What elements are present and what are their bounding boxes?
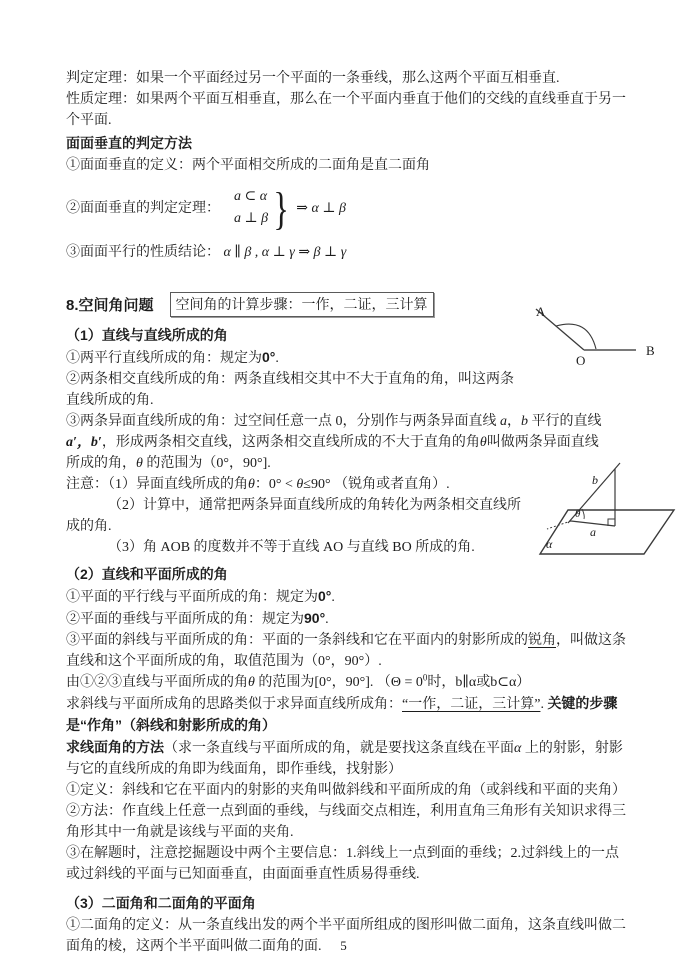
text-segment: ≤90° （锐角或者直角）. [303,477,450,492]
text-segment: . [325,612,329,627]
text-segment: ③两条异面直线所成的角：过空间任意一点 0，分别作与两条异面直线 [66,414,500,429]
text-line [66,608,632,630]
text-segment: （3）角 AOB 的度数并不等于直线 AO 与直线 BO 所成的角. [108,540,475,555]
page-number: 5 [340,938,347,953]
text-segment: 锐角 [528,633,556,648]
calculation-steps-box: 空间角的计算步骤：一作，二证，三计算 [170,292,434,317]
text-line [66,586,632,608]
segment-a-label: a [590,525,596,539]
text-segment: （1）直线与直线所成的角 [66,327,228,343]
formula-conclusion [296,200,346,217]
text-segment: 0 [422,672,428,683]
text-line [66,843,632,864]
text-line [66,801,632,822]
text-segment: 面角的棱，这两个半平面叫做二面角的面. [66,939,322,954]
text-segment: . [331,590,335,605]
text-segment: 平行的直线 [528,414,602,429]
text-line [66,672,632,693]
text-segment: 性质定理：如果两个平面互相垂直，那么在一个平面内垂直于他们的交线的直线垂直于另一 [66,92,626,107]
text-segment: 0° [318,588,332,604]
paragraph-block-parallel-property [66,242,632,263]
text-segment: 所成的角， [66,456,136,471]
text-segment: 0° [262,349,276,365]
text-line [66,564,632,586]
plane-alpha-parallelogram [540,510,674,554]
text-line [66,693,632,715]
text-line [66,651,632,672]
formula-conditions [234,186,268,230]
text-segment: 关键的步骤 [547,695,618,711]
text-line [66,915,632,936]
vertex-label-b: B [646,343,655,358]
text-segment: a′，b′ [66,435,102,450]
text-segment: . [540,697,548,712]
text-segment: 或过斜线的平面与已知面垂直，由面面垂直性质易得垂线. [66,867,420,882]
formula-condition-1: a ⊂ α [234,189,268,204]
vertex-label-a: A [536,304,546,319]
formula-label: ②面面垂直的判定定理： [66,200,220,216]
text-segment: ③面面平行的性质结论： [66,245,224,260]
text-segment: ②平面的垂线与平面所成的角：规定为 [66,612,304,627]
text-segment: （3）二面角和二面角的平面角 [66,895,256,911]
text-segment: b [521,414,528,429]
text-segment: 与它的直线所成的角即为线面角，即作垂线，找射影） [66,762,402,777]
text-segment: 求斜线与平面所成角的思路类似于求异面直线所成角： [66,697,402,712]
text-segment: ①定义：斜线和它在平面内的射影的夹角叫做斜线和平面所成的角（或斜线和平面的夹角） [66,783,626,798]
text-line [66,411,632,432]
text-segment: 上的射影，射影 [521,741,623,756]
formula-conclusion-text: α ⊥ β [311,200,346,216]
text-segment: 直线所成的角. [66,393,154,408]
text-line [66,89,632,110]
text-segment: θ [296,477,304,492]
theta-label: θ [575,508,581,520]
text-line [66,780,632,801]
section-8-title: 8.空间角问题 [66,296,154,314]
text-segment: θ [248,477,255,492]
text-segment: α [514,741,522,756]
vertex-label-o: O [576,353,586,368]
paragraph-block-space-angles [66,325,632,957]
text-segment: ①两平行直线所成的角：规定为 [66,351,262,366]
text-line [66,737,632,759]
text-line [66,110,632,131]
line-b-label: b [592,473,598,487]
text-segment: 直线和这个平面所成的角，取值范围为（0°，90°）. [66,654,382,669]
text-segment: （求一条直线与平面所成的角，就是要找这条直线在平面 [164,741,514,756]
text-segment: 叫做两条异面直线 [486,435,599,450]
text-segment: . [275,351,279,366]
text-segment: ，形成两条相交直线，这两条相交直线所成的不大于直角的角 [101,435,480,450]
text-line [66,133,632,155]
formula-face-face-perpendicular [66,182,632,234]
text-line [66,822,632,843]
text-segment: ①面面垂直的定义：两个平面相交所成的二面角是直二面角 [66,158,430,173]
text-segment: ①二面角的定义：从一条直线出发的两个半平面所组成的图形叫做二面角，这条直线叫做二 [66,918,626,933]
paragraph-block-theorems [66,68,632,176]
text-segment: ， [507,414,521,429]
text-line [66,432,632,453]
text-segment: 角形其中一角就是该线与平面的夹角. [66,825,294,840]
text-segment: “一作，二证，三计算” [402,697,541,712]
dotted-reference-line [547,521,571,529]
text-segment: （2）计算中，通常把两条异面直线所成的角转化为两条相交直线所 [108,498,521,513]
angle-arc [556,324,596,349]
text-segment: ①平面的平行线与平面所成的角：规定为 [66,590,318,605]
text-line [66,242,632,263]
text-segment: ③平面的斜线与平面所成的角：平面的一条斜线和它在平面内的射影所成的 [66,633,528,648]
text-segment: 求线面角的方法 [66,739,164,755]
text-segment: 的范围为[0°，90°]. （Θ = 0 [254,675,423,690]
text-segment: θ [479,435,487,450]
text-segment: 面面垂直的判定方法 [66,135,192,151]
line-plane-angle-diagram [538,453,687,567]
text-segment: θ [136,456,143,471]
text-segment: ，叫做这条 [556,633,626,648]
text-segment: 90° [304,610,326,626]
text-line [66,630,632,651]
text-line [66,759,632,780]
text-line [66,390,632,411]
angle-aob-diagram [522,303,662,377]
text-line [66,155,632,176]
text-segment: ：0° < [254,477,297,492]
brace-glyph: } [273,182,289,234]
text-segment: （2）直线和平面所成的角 [66,566,228,582]
text-line [66,864,632,885]
text-segment: ②方法：作直线上任意一点到面的垂线，与线面交点相连，利用直角三角形有关知识求得三 [66,804,626,819]
formula-condition-2: a ⊥ β [234,211,269,226]
plane-alpha-label: α [546,537,553,551]
text-segment: 由①②③直线与平面所成的角 [66,675,248,690]
text-line [66,893,632,915]
text-segment: a [500,414,507,429]
text-segment: α ∥ β , α ⊥ γ ⇒ β ⊥ γ [223,245,347,260]
text-line [66,715,632,737]
text-segment: 注意：（1）异面直线所成的角 [66,477,248,492]
text-segment: 判定定理：如果一个平面经过另一个平面的一条垂线，那么这两个平面互相垂直. [66,71,560,86]
text-segment: 是“作角”（斜线和射影所成的角） [66,717,276,733]
text-segment: 的范围为（0°，90°]. [142,456,271,471]
text-segment: θ [248,675,255,690]
text-segment: ③在解题时，注意挖掘题设中两个主要信息：1.斜线上一点到面的垂线；2.过斜线上的一点 [66,846,619,861]
text-segment: 个平面. [66,113,112,128]
text-segment: 时，b∥α或b⊂α） [427,675,531,690]
text-line [66,68,632,89]
text-segment: 成的角. [66,519,112,534]
implies-arrow: ⇒ [296,200,308,216]
text-segment: ②两条相交直线所成的角：两条直线相交其中不大于直角的角，叫这两条 [66,372,514,387]
